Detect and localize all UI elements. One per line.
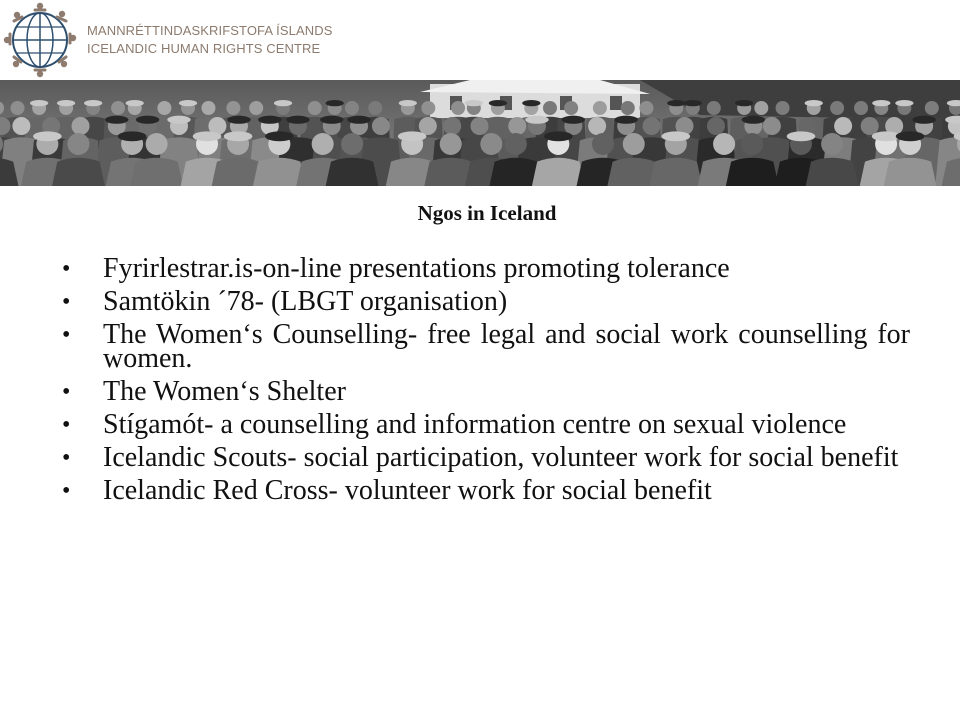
list-item: • The Women‘s Counselling- free legal and social work counselling for women. <box>62 323 910 371</box>
list-item: • Icelandic Scouts- social participation, volunteer work for social benefit <box>62 446 910 470</box>
list-item: • Stígamót- a counselling and information centre on sexual violence <box>62 413 910 437</box>
bullet-list <box>62 253 910 512</box>
banner-crowd-photo <box>0 80 960 186</box>
list-item: • Fyrirlestrar.is-on-line presentations promoting tolerance <box>62 257 910 281</box>
list-item: • Samtökin ´78- (LBGT organisation) <box>62 290 910 314</box>
list-item: • Icelandic Red Cross- volunteer work for social benefit <box>62 479 910 503</box>
slide-title: Ngos in Iceland <box>417 201 557 225</box>
org-name-english: ICELANDIC HUMAN RIGHTS CENTRE <box>87 41 321 56</box>
org-name-icelandic: MANNRÉTTINDASKRIFSTOFA ÍSLANDS <box>87 23 333 38</box>
header <box>0 0 960 80</box>
crowd-photo <box>0 80 960 186</box>
org-names <box>87 22 332 58</box>
list-item: • The Women‘s Shelter <box>62 380 910 404</box>
globe-with-people-icon <box>2 2 78 78</box>
